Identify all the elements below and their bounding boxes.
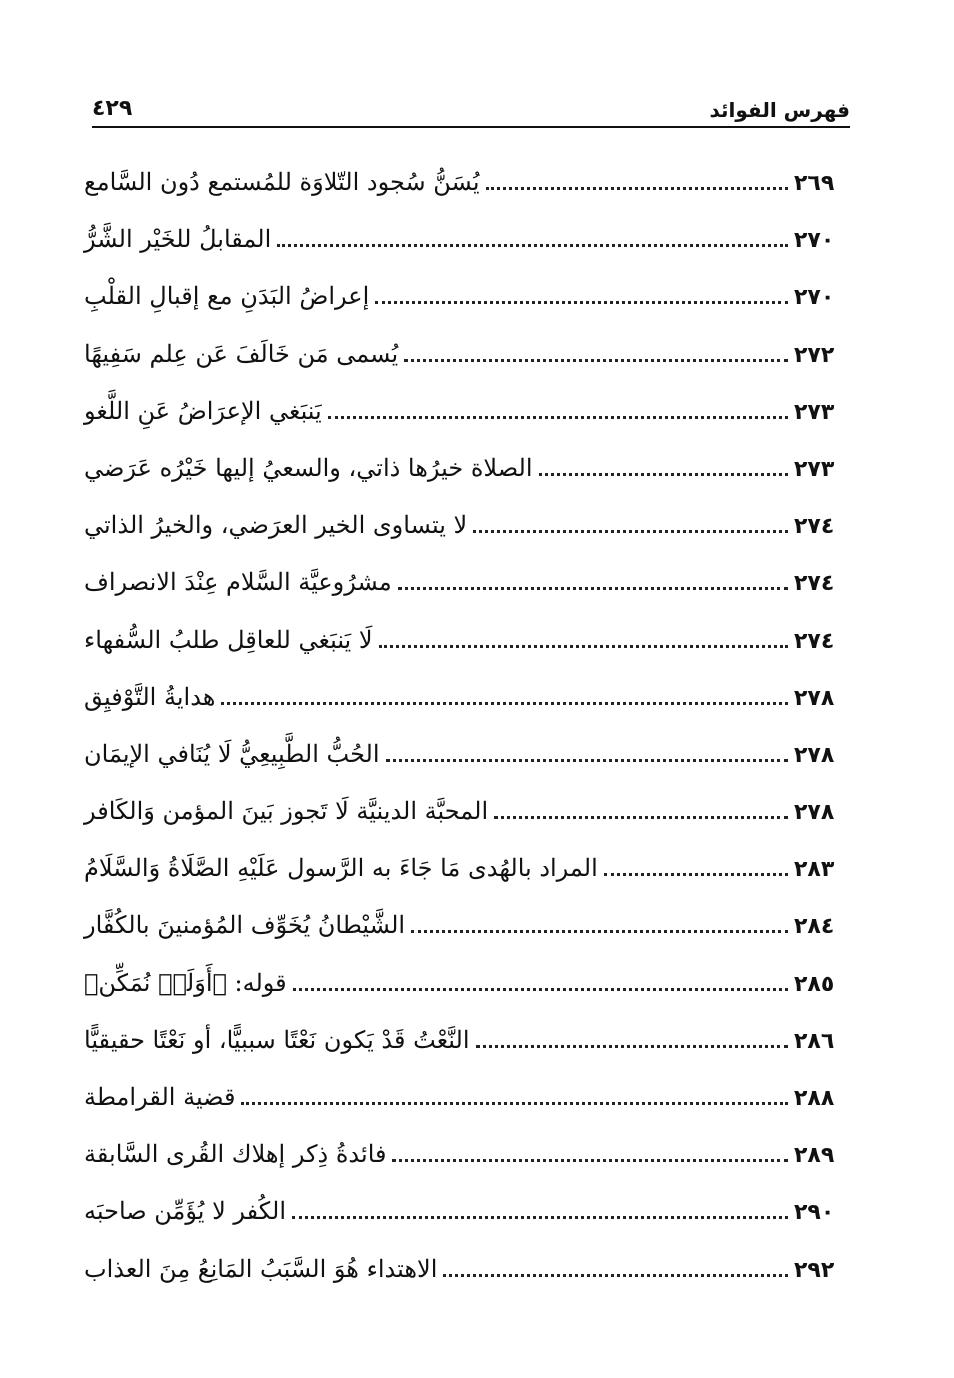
index-entry bbox=[84, 683, 850, 740]
entry-page-number: ٢٨٦ bbox=[794, 1028, 835, 1054]
dot-leader bbox=[443, 1274, 788, 1277]
index-entry bbox=[84, 1255, 850, 1312]
entry-title: قوله: ﴿أَوَلَمۡ نُمَكِّن﴾ bbox=[84, 968, 287, 997]
index-entry bbox=[84, 1026, 850, 1083]
entry-title: المقابلُ للخَيْر الشَّرُّ bbox=[84, 225, 272, 254]
dot-leader bbox=[277, 244, 788, 247]
entry-title: لَا يَنبَغي للعاقِل طلبُ السُّفهاء bbox=[84, 625, 373, 654]
entry-title: الشَّيْطانُ يُخَوِّف المُؤمنينَ بالكُفَّار bbox=[84, 911, 406, 940]
dot-leader bbox=[386, 759, 788, 762]
index-entry bbox=[84, 740, 850, 797]
entry-page-number: ٢٧٨ bbox=[794, 685, 835, 711]
index-entry bbox=[84, 340, 850, 397]
dot-leader bbox=[293, 988, 788, 991]
entry-page-number: ٢٧٣ bbox=[794, 399, 835, 425]
entry-page-number: ٢٨٤ bbox=[794, 914, 835, 940]
entry-title: المراد بالهُدى مَا جَاءَ به الرَّسول عَلَيْهِ الصَّلَاةُ وَالسَّلَامُ bbox=[84, 854, 598, 883]
running-title: فهرس الفوائد bbox=[709, 98, 850, 122]
entry-title: مشرُوعيَّة السَّلام عِنْدَ الانصراف bbox=[84, 568, 392, 597]
entry-page-number: ٢٩٢ bbox=[794, 1257, 835, 1283]
index-entry bbox=[84, 969, 850, 1026]
index-entry bbox=[84, 854, 850, 911]
entry-page-number: ٢٨٣ bbox=[794, 857, 835, 883]
dot-leader bbox=[221, 702, 788, 705]
entry-page-number: ٢٧٤ bbox=[794, 514, 835, 540]
index-entry bbox=[84, 454, 850, 511]
index-entry bbox=[84, 168, 850, 225]
index-entry bbox=[84, 911, 850, 968]
index-entry bbox=[84, 797, 850, 854]
entry-page-number: ٢٧٨ bbox=[794, 800, 835, 826]
dot-leader bbox=[398, 587, 788, 590]
entry-title: إعراضُ البَدَنِ مع إقبالِ القلْبِ bbox=[84, 282, 370, 311]
entry-page-number: ٢٧٠ bbox=[794, 228, 835, 254]
entry-page-number: ٢٨٩ bbox=[794, 1143, 835, 1169]
entry-title: الحُبُّ الطَّبِيعِيُّ لَا يُنَافي الإيمَان bbox=[84, 739, 380, 768]
entry-page-number: ٢٧٢ bbox=[794, 342, 835, 368]
entry-title: لا يتساوى الخير العرَضي، والخيرُ الذاتي bbox=[84, 511, 468, 540]
dot-leader bbox=[473, 530, 788, 533]
dot-leader bbox=[375, 301, 788, 304]
index-list bbox=[84, 168, 850, 1312]
index-entry bbox=[84, 282, 850, 339]
index-entry bbox=[84, 568, 850, 625]
index-entry bbox=[84, 397, 850, 454]
entry-page-number: ٢٩٠ bbox=[794, 1200, 835, 1226]
dot-leader bbox=[494, 816, 788, 819]
entry-title: فائدةُ ذِكر إهلاك القُرى السَّابقة bbox=[84, 1140, 387, 1169]
dot-leader bbox=[392, 1159, 788, 1162]
entry-page-number: ٢٧٣ bbox=[794, 456, 835, 482]
dot-leader bbox=[379, 645, 788, 648]
entry-page-number: ٢٨٥ bbox=[794, 971, 835, 997]
entry-page-number: ٢٧٤ bbox=[794, 571, 835, 597]
entry-title: النَّعْتُ قَدْ يَكون نَعْتًا سببيًّا، أو نَعْتًا حقيقيًّا bbox=[84, 1025, 470, 1054]
header-rule bbox=[92, 126, 850, 128]
dot-leader bbox=[404, 359, 788, 362]
dot-leader bbox=[411, 930, 788, 933]
index-entry bbox=[84, 1197, 850, 1254]
dot-leader bbox=[486, 187, 788, 190]
entry-title: يَنبَغي الإعرَاضُ عَنِ اللَّغو bbox=[84, 396, 322, 425]
entry-title: الصلاة خيرُها ذاتي، والسعيُ إليها خَيْرُه عَرَضي bbox=[84, 453, 533, 482]
entry-page-number: ٢٦٩ bbox=[794, 171, 835, 196]
entry-title: الاهتداء هُوَ السَّبَبُ المَانِعُ مِنَ العذاب bbox=[84, 1254, 438, 1283]
entry-title: قضية القرامطة bbox=[84, 1083, 236, 1111]
entry-title: يُسمى مَن خَالَفَ عَن عِلم سَفِيهًا bbox=[84, 339, 399, 368]
entry-page-number: ٢٧٨ bbox=[794, 742, 835, 768]
entry-title: المحبَّة الدينيَّة لَا تَجوز بَينَ المؤمن وَالكَافر bbox=[84, 797, 489, 826]
entry-title: يُسَنُّ سُجود التّلاوَة للمُستمع دُون السَّامع bbox=[84, 168, 480, 196]
dot-leader bbox=[241, 1102, 788, 1105]
page-number: ٤٢٩ bbox=[92, 96, 133, 121]
dot-leader bbox=[328, 416, 788, 419]
entry-title: الكُفر لا يُؤَمِّن صاحبَه bbox=[84, 1197, 287, 1226]
index-entry bbox=[84, 626, 850, 683]
index-entry bbox=[84, 1140, 850, 1197]
index-entry bbox=[84, 225, 850, 282]
index-entry bbox=[84, 1083, 850, 1140]
dot-leader bbox=[604, 873, 788, 876]
entry-page-number: ٢٧٠ bbox=[794, 285, 835, 311]
index-entry bbox=[84, 511, 850, 568]
entry-title: هدايةُ التَّوْفيِق bbox=[84, 682, 216, 711]
dot-leader bbox=[292, 1216, 788, 1219]
page-header bbox=[92, 96, 850, 128]
entry-page-number: ٢٧٤ bbox=[794, 628, 835, 654]
entry-page-number: ٢٨٨ bbox=[794, 1086, 835, 1111]
dot-leader bbox=[539, 473, 788, 476]
dot-leader bbox=[476, 1045, 789, 1048]
